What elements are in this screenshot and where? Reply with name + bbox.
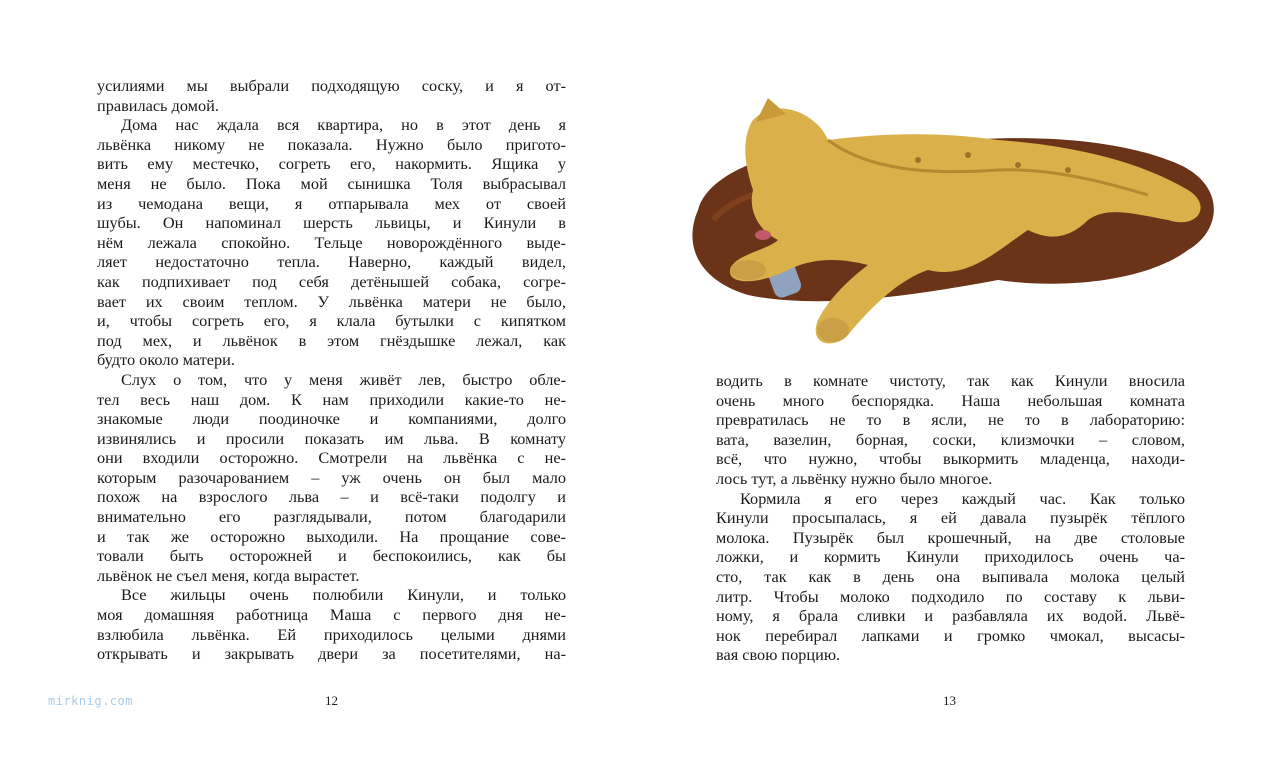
text-line: моя домашняя работница Маша с первого дня не- — [97, 605, 566, 625]
paw — [817, 318, 849, 342]
text-line: нок перебирал лапками и громко чмокал, высасы- — [716, 625, 1185, 645]
text-line: лось тут, а львёнку нужно было многое. — [716, 468, 993, 488]
text-line: львёнок не съел меня, когда вырастет. — [97, 565, 360, 585]
text-line: которым разочарованием – уж очень он был мало — [97, 467, 566, 487]
text-line: очень много беспорядка. Наша небольшая комната — [716, 390, 1185, 410]
text-line: меня не было. Пока мой сынишка Толя выбрасывал — [97, 173, 566, 193]
text-line: похож на взрослого льва – и всё-таки подолгу и — [97, 487, 566, 507]
text-line: Все жильцы очень полюбили Кинули, и только — [121, 585, 566, 605]
right-page-text — [716, 371, 1185, 665]
text-line: внимательно его разглядывали, потом благодарили — [97, 507, 566, 527]
text-line: вата, вазелин, борная, соски, клизмочки – словом, — [716, 429, 1185, 449]
text-line: вает их своим теплом. У львёнка матери не было, — [97, 291, 566, 311]
text-line: Слух о том, что у меня живёт лев, быстро обле- — [121, 369, 566, 389]
text-line: будто около матери. — [97, 350, 235, 370]
text-line: водить в комнате чистоту, так как Кинули вносила — [716, 371, 1185, 390]
text-line: они входили осторожно. Смотрели на львёнка с не- — [97, 448, 566, 468]
text-line: тел весь наш дом. К нам приходили какие-то не- — [97, 389, 566, 409]
text-line: под мех, и львёнок в этом гнёздышке лежал, как — [97, 330, 566, 350]
text-line: усилиями мы выбрали подходящую соску, и я от- — [97, 76, 566, 95]
watermark: mirknig.com — [48, 694, 133, 708]
text-line: извинялись и просили показать им льва. В комнату — [97, 428, 566, 448]
text-line: ложки, и кормить Кинули приходилось очень ча- — [716, 547, 1185, 567]
lion-cub-illustration — [668, 80, 1230, 354]
text-line: львёнка никому не показала. Нужно было пригото- — [97, 134, 566, 154]
text-line: из чемодана вещи, я отпарывала мех от своей — [97, 193, 566, 213]
page-number-right: 13 — [943, 693, 956, 708]
left-page-text — [97, 76, 566, 664]
text-line: и так же осторожно выходили. На прощание сове- — [97, 526, 566, 546]
text-line: молока. Пузырёк был крошечный, на две столовые — [716, 527, 1185, 547]
text-line: как подпихивает под себя детёнышей собака, согре- — [97, 271, 566, 291]
text-line: взлюбила львёнка. Ей приходилось целыми днями — [97, 624, 566, 644]
text-line: ляет недостаточно тепла. Наверно, каждый видел, — [97, 252, 566, 272]
text-line: правилась домой. — [97, 95, 219, 115]
text-line: всё, что нужно, чтобы выкормить младенца, находи- — [716, 449, 1185, 469]
text-line: Кормила я его через каждый час. Как только — [740, 488, 1185, 508]
text-line: знакомые люди поодиночке и компаниями, долго — [97, 409, 566, 429]
text-line: литр. Чтобы молоко подходило по составу к льви- — [716, 586, 1185, 606]
text-line: вая свою порцию. — [716, 645, 841, 665]
text-line: открывать и закрывать двери за посетителями, на- — [97, 644, 566, 664]
text-line: сто, так как в день она выпивала молока целый — [716, 566, 1185, 586]
text-line: Кинули просыпалась, я ей давала пузырёк тёплого — [716, 508, 1185, 528]
text-line: вить ему местечко, согреть его, накормить. Ящика у — [97, 154, 566, 174]
text-line: и, чтобы согреть его, я клала бутылки с кипятком — [97, 311, 566, 331]
text-line: Дома нас ждала вся квартира, но в этот день я — [121, 115, 566, 135]
text-line: шубы. Он напоминал шерсть львицы, и Кинули в — [97, 213, 566, 233]
paw — [730, 260, 766, 280]
cub-tongue — [755, 230, 771, 240]
text-line: товали быть осторожней и беспокоились, как бы — [97, 546, 566, 566]
page-number-left: 12 — [325, 693, 338, 708]
text-line: превратилась не то в ясли, не то в лабораторию: — [716, 410, 1185, 430]
text-line: ному, я брала сливки и разбавляла их водой. Львё- — [716, 606, 1185, 626]
text-line: нём лежала спокойно. Тельце новорождённого выде- — [97, 232, 566, 252]
